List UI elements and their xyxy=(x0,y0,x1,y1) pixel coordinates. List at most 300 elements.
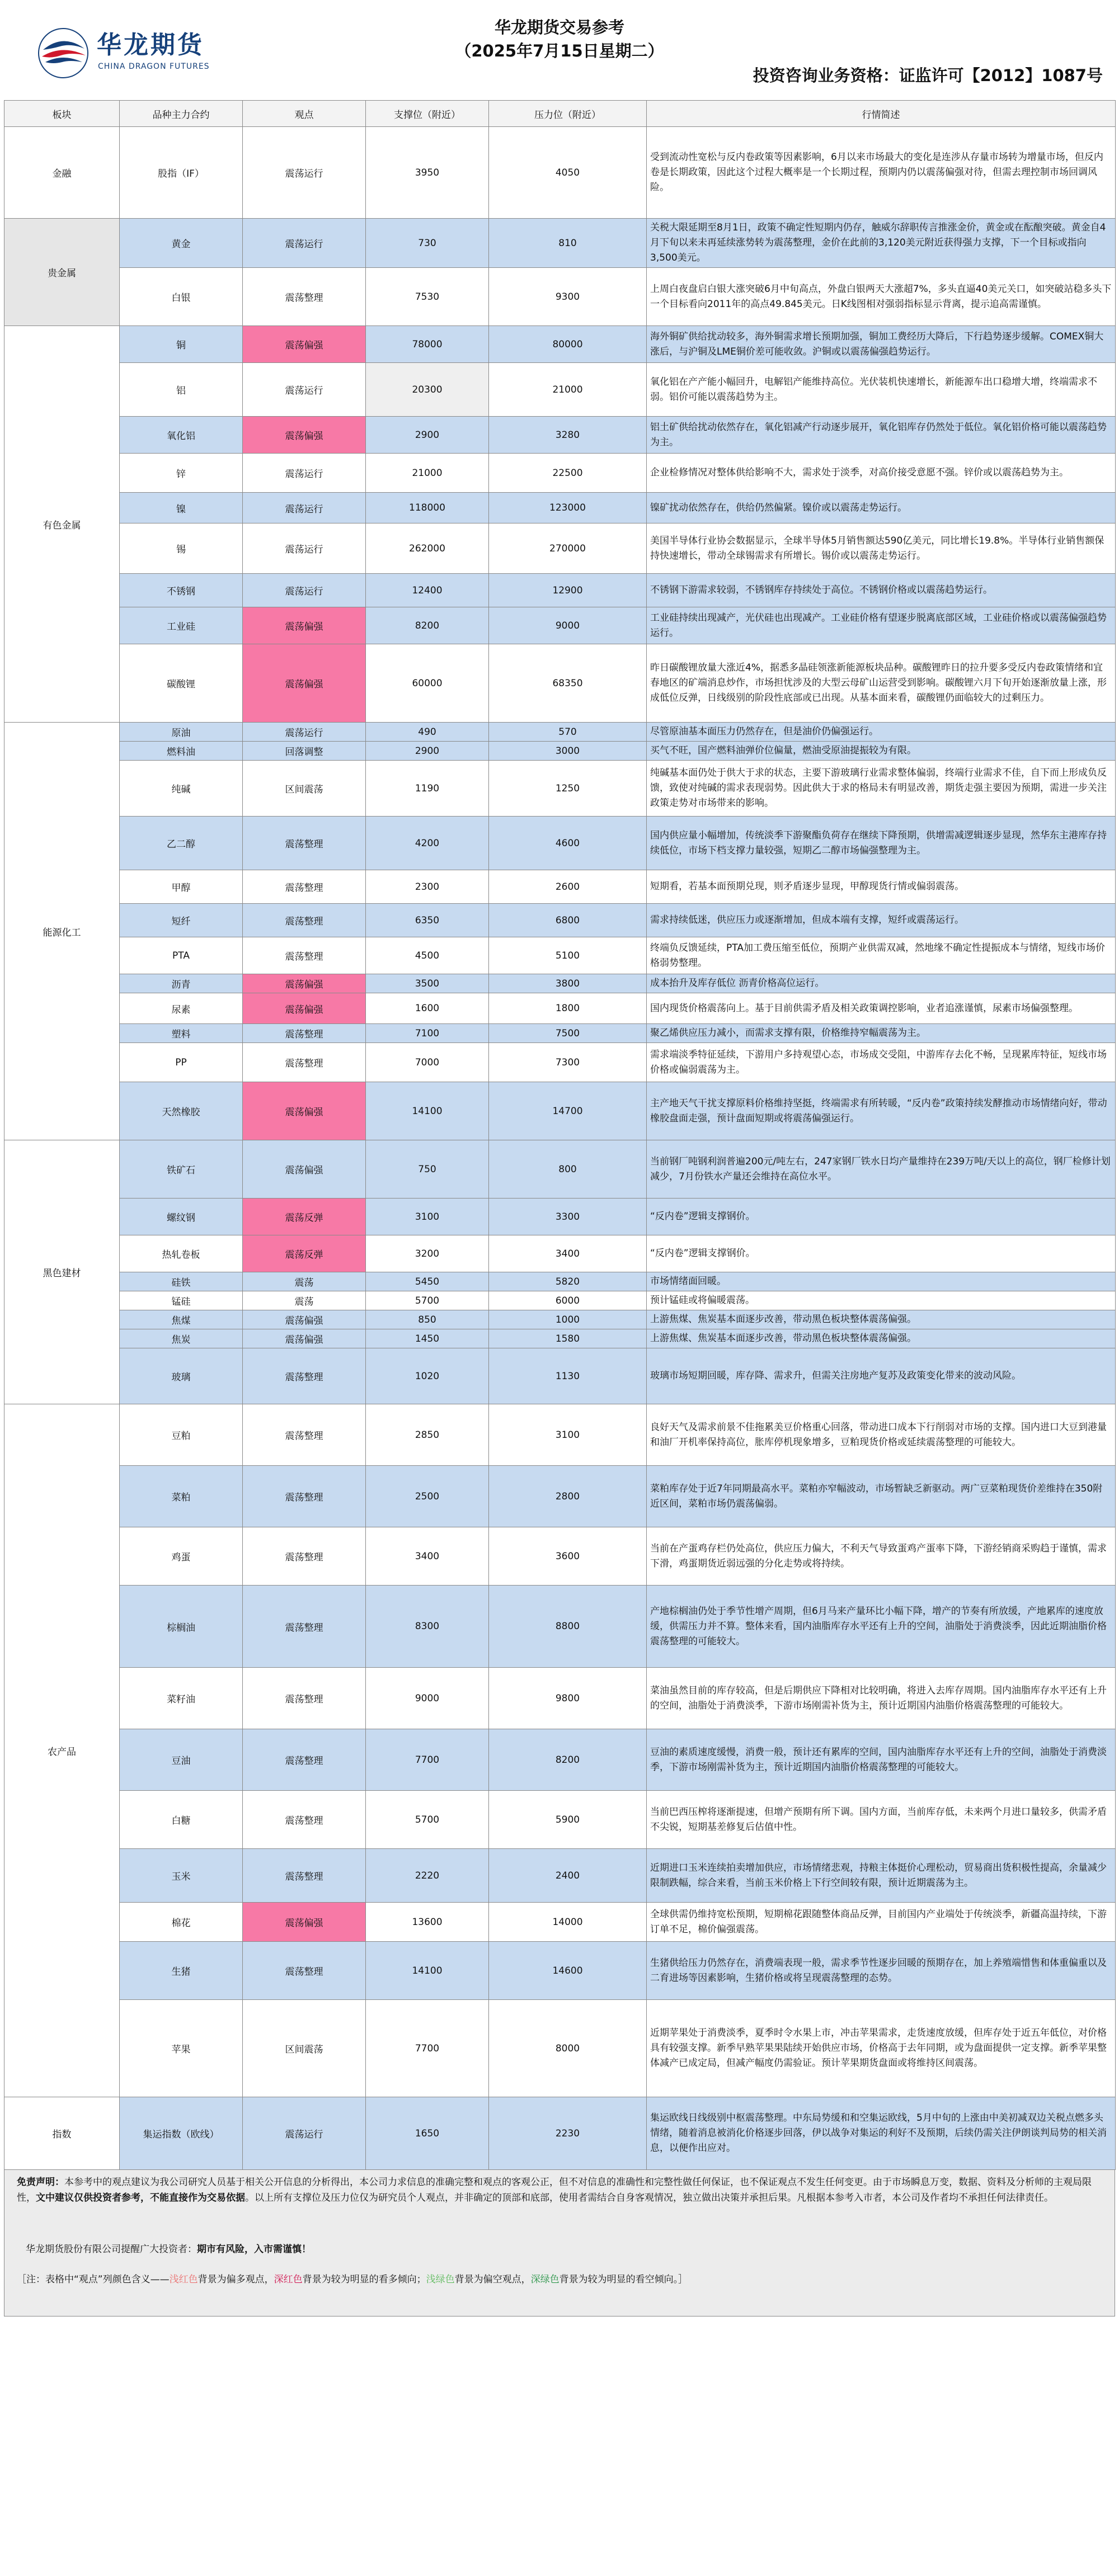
support-cell: 5450 xyxy=(366,1272,489,1291)
disclaimer-bold: 文中建议仅供投资者参考，不能直接作为交易依据 xyxy=(36,2192,245,2204)
variety-cell: 尿素 xyxy=(120,993,243,1024)
comment-cell: 氧化铝在产产能小幅回升，电解铝产能维持高位。光伏装机快速增长，新能源车出口稳增大增，终端需求不弱。铝价可能以震荡趋势为主。 xyxy=(647,363,1116,417)
resistance-cell: 14700 xyxy=(489,1082,647,1140)
table-row xyxy=(4,1199,1116,1235)
view-cell: 震荡偏强 xyxy=(243,607,366,644)
risk-warning xyxy=(26,2242,311,2257)
sector-cell: 有色金属 xyxy=(4,326,120,723)
table-row xyxy=(4,817,1116,870)
table-row xyxy=(4,1235,1116,1272)
comment-cell: 聚乙烯供应压力减小，而需求支撑有限，价格维持窄幅震荡为主。 xyxy=(647,1024,1116,1043)
view-cell: 区间震荡 xyxy=(243,761,366,817)
comment-cell: 预计锰硅或将偏暖震荡。 xyxy=(647,1291,1116,1310)
view-cell: 区间震荡 xyxy=(243,2000,366,2097)
view-cell: 震荡整理 xyxy=(243,1942,366,2000)
comment-cell: 菜粕库存处于近7年同期最高水平。菜粕亦窄幅波动，市场暂缺乏新驱动。两广豆菜粕现货价差维持在350附近区间，菜粕市场仍震荡偏弱。 xyxy=(647,1466,1116,1527)
disclaimer-text-2: 。以上所有支撑位及压力位仅为研究员个人观点，并非确定的顶部和底部，使用者需结合自身客观情况，独立做出决策并承担后果。凡根据本参考入市者，本公司及作者均不承担任何法律责任。 xyxy=(245,2192,1054,2204)
support-cell: 750 xyxy=(366,1140,489,1199)
support-cell: 490 xyxy=(366,723,489,742)
resistance-cell: 2400 xyxy=(489,1849,647,1903)
view-cell: 震荡整理 xyxy=(243,1849,366,1903)
variety-cell: 白糖 xyxy=(120,1791,243,1849)
note-dark-red-text: 背景为较为明显的看多倾向； xyxy=(302,2274,426,2285)
comment-cell: 尽管原油基本面压力仍然存在，但是油价仍偏强运行。 xyxy=(647,723,1116,742)
resistance-cell: 3280 xyxy=(489,417,647,454)
variety-cell: 螺纹钢 xyxy=(120,1199,243,1235)
variety-cell: 焦煤 xyxy=(120,1310,243,1329)
resistance-cell: 3000 xyxy=(489,742,647,761)
resistance-cell: 1130 xyxy=(489,1348,647,1404)
col-header-variety: 品种主力合约 xyxy=(120,101,243,127)
report-header xyxy=(4,4,1115,100)
table-row xyxy=(4,761,1116,817)
table-row xyxy=(4,1849,1116,1903)
color-legend-note xyxy=(17,2272,688,2287)
support-cell: 60000 xyxy=(366,644,489,723)
view-cell: 震荡运行 xyxy=(243,454,366,493)
comment-cell: 工业硅持续出现减产，光伏硅也出现减产。工业硅价格有望逐步脱离底部区域，工业硅价格或以震荡偏强趋势运行。 xyxy=(647,607,1116,644)
sector-cell: 指数 xyxy=(4,2097,120,2170)
report-date: （2025年7月15日星期二） xyxy=(455,41,664,60)
sector-cell: 黑色建材 xyxy=(4,1140,120,1404)
comment-cell: 当前在产蛋鸡存栏仍处高位，供应压力偏大，不利天气导致蛋鸡产蛋率下降，下游经销商采购趋于谨慎，需求下滑，鸡蛋期货近弱远强的分化走势或将持续。 xyxy=(647,1527,1116,1586)
support-cell: 2500 xyxy=(366,1466,489,1527)
view-cell: 震荡整理 xyxy=(243,937,366,974)
comment-cell: 当前巴西压榨将逐渐提速，但增产预期有所下调。国内方面，当前库存低，未来两个月进口量较多，供需矛盾不尖锐，短期基差修复后估值中性。 xyxy=(647,1791,1116,1849)
view-cell: 震荡偏强 xyxy=(243,993,366,1024)
resistance-cell: 3100 xyxy=(489,1404,647,1466)
table-row xyxy=(4,326,1116,363)
view-cell: 震荡运行 xyxy=(243,523,366,574)
support-cell: 7700 xyxy=(366,1729,489,1791)
comment-cell: 终端负反馈延续，PTA加工费压缩至低位，预期产业供需双减，然地缘不确定性提振成本与情绪，短线市场价格弱势整理。 xyxy=(647,937,1116,974)
comment-cell: 集运欧线日线级别中枢震荡整理。中东局势缓和和空集运欧线，5月中旬的上涨由中美初减双边关税点燃多头情绪，随着消息被消化价格逐步回落，伊以战争对集运的利好不及预期，后续仍需关注伊朗谈判局势的相关消息，以便作出应对。 xyxy=(647,2097,1116,2170)
note-dark-green: 深绿色 xyxy=(530,2274,560,2285)
view-cell: 震荡整理 xyxy=(243,1404,366,1466)
resistance-cell: 3800 xyxy=(489,974,647,993)
note-dark-red: 深红色 xyxy=(274,2274,303,2285)
support-cell: 262000 xyxy=(366,523,489,574)
view-cell: 震荡偏强 xyxy=(243,417,366,454)
view-cell: 震荡 xyxy=(243,1291,366,1310)
resistance-cell: 14000 xyxy=(489,1903,647,1942)
resistance-cell: 7300 xyxy=(489,1043,647,1082)
comment-cell: 不锈钢下游需求较弱，不锈钢库存持续处于高位。不锈钢价格或以震荡趋势运行。 xyxy=(647,574,1116,607)
table-row xyxy=(4,870,1116,904)
table-row xyxy=(4,904,1116,937)
support-cell: 1600 xyxy=(366,993,489,1024)
sector-cell: 能源化工 xyxy=(4,723,120,1140)
comment-cell: 国内供应量小幅增加，传统淡季下游聚酯负荷存在继续下降预期，供增需减逻辑逐步显现，然华东主港库存持续低位，市场下档支撑力量较强，短期乙二醇市场偏强整理为主。 xyxy=(647,817,1116,870)
support-cell: 7100 xyxy=(366,1024,489,1043)
support-cell: 14100 xyxy=(366,1942,489,2000)
comment-cell: “反内卷”逻辑支撑钢价。 xyxy=(647,1199,1116,1235)
resistance-cell: 800 xyxy=(489,1140,647,1199)
variety-cell: 鸡蛋 xyxy=(120,1527,243,1586)
variety-cell: 集运指数（欧线） xyxy=(120,2097,243,2170)
view-cell: 震荡运行 xyxy=(243,2097,366,2170)
variety-cell: 铁矿石 xyxy=(120,1140,243,1199)
support-cell: 2220 xyxy=(366,1849,489,1903)
note-light-red-text: 背景为偏多观点， xyxy=(198,2274,274,2285)
table-body xyxy=(4,127,1116,2170)
variety-cell: 燃料油 xyxy=(120,742,243,761)
comment-cell: 产地棕榈油仍处于季节性增产周期，但6月马来产量环比小幅下降，增产的节奏有所放缓，产地累库的速度放缓，供需压力并不算。整体来看，国内油脂库存水平还有上升的空间，油脂处于消费淡季，因此近期油脂价格震荡整理的可能较大。 xyxy=(647,1586,1116,1668)
support-cell: 4500 xyxy=(366,937,489,974)
comment-cell: 国内现货价格震荡向上。基于目前供需矛盾及相关政策调控影响，业者追涨谨慎，尿素市场偏强整理。 xyxy=(647,993,1116,1024)
disclaimer xyxy=(17,2174,1102,2206)
resistance-cell: 12900 xyxy=(489,574,647,607)
license-number: 投资咨询业务资格：证监许可【2012】1087号 xyxy=(753,66,1103,85)
resistance-cell: 5820 xyxy=(489,1272,647,1291)
support-cell: 78000 xyxy=(366,326,489,363)
comment-cell: 良好天气及需求前景不佳拖累美豆价格重心回落，带动进口成本下行削弱对市场的支撑。国内进口大豆到港量和油厂开机率保持高位，胀库停机现象增多，豆粕现货价格或延续震荡整理的可能较大。 xyxy=(647,1404,1116,1466)
view-cell: 震荡运行 xyxy=(243,493,366,523)
resistance-cell: 7500 xyxy=(489,1024,647,1043)
resistance-cell: 3600 xyxy=(489,1527,647,1586)
view-cell: 震荡整理 xyxy=(243,1586,366,1668)
logo-english-name: CHINA DRAGON FUTURES xyxy=(98,62,210,71)
support-cell: 7530 xyxy=(366,268,489,326)
note-dark-green-text: 背景为较为明显的看空倾向。］ xyxy=(559,2274,688,2285)
table-row xyxy=(4,454,1116,493)
view-cell: 震荡运行 xyxy=(243,723,366,742)
table-row xyxy=(4,219,1116,268)
resistance-cell: 5900 xyxy=(489,1791,647,1849)
comment-cell: 关税大限延期至8月1日，政策不确定性短期内仍存，触威尔辞职传言推涨金价，黄金或在酝酿突破。黄金自4月下旬以来未再延续涨势转为震荡整理，金价在此前的3,120美元附近获得强力支撑，下一个目标或指向3,500美元。 xyxy=(647,219,1116,268)
support-cell: 4200 xyxy=(366,817,489,870)
comment-cell: 买气不旺，国产燃料油弹价位偏量，燃油受原油提振较为有限。 xyxy=(647,742,1116,761)
view-cell: 震荡整理 xyxy=(243,1791,366,1849)
view-cell: 震荡整理 xyxy=(243,904,366,937)
comment-cell: 近期苹果处于消费淡季，夏季时令水果上市，冲击苹果需求，走货速度放缓，但库存处于近五年低位，对价格具有较强支撑。新季早熟苹果果陆续开始供应市场，价格高于去年同期，或为盘面提供一定支撑。新季苹果整体减产已成定局，但减产幅度仍需验证。预计苹果期货盘面或将维持区间震荡。 xyxy=(647,2000,1116,2097)
reference-table xyxy=(4,100,1116,2170)
table-row xyxy=(4,1466,1116,1527)
col-header-resistance: 压力位（附近） xyxy=(489,101,647,127)
support-cell: 13600 xyxy=(366,1903,489,1942)
resistance-cell: 2800 xyxy=(489,1466,647,1527)
col-header-support: 支撑位（附近） xyxy=(366,101,489,127)
table-row xyxy=(4,1586,1116,1668)
comment-cell: 当前钢厂吨钢利润普遍200元/吨左右，247家钢厂铁水日均产量维持在239万吨/天以上的高位，钢厂检修计划减少，7月份铁水产量还会维持在高位水平。 xyxy=(647,1140,1116,1199)
comment-cell: 玻璃市场短期回暖，库存降、需求升，但需关注房地产复苏及政策变化带来的波动风险。 xyxy=(647,1348,1116,1404)
table-row xyxy=(4,1291,1116,1310)
view-cell: 震荡整理 xyxy=(243,1668,366,1729)
support-cell: 118000 xyxy=(366,493,489,523)
view-cell: 震荡偏强 xyxy=(243,1310,366,1329)
view-cell: 震荡运行 xyxy=(243,363,366,417)
comment-cell: 全球供需仍维持宽松预期，短期棉花跟随整体商品反弹，目前国内产业端处于传统淡季，新疆高温持续，下游订单不足，棉价偏强震荡。 xyxy=(647,1903,1116,1942)
view-cell: 震荡偏强 xyxy=(243,644,366,723)
support-cell: 5700 xyxy=(366,1791,489,1849)
view-cell: 震荡运行 xyxy=(243,127,366,219)
resistance-cell: 8200 xyxy=(489,1729,647,1791)
view-cell: 震荡 xyxy=(243,1272,366,1291)
view-cell: 回落调整 xyxy=(243,742,366,761)
variety-cell: 碳酸锂 xyxy=(120,644,243,723)
risk-warning-bold: 期市有风险，入市需谨慎！ xyxy=(197,2244,311,2255)
table-row xyxy=(4,127,1116,219)
table-row xyxy=(4,1903,1116,1942)
comment-cell: 上游焦煤、焦炭基本面逐步改善，带动黑色板块整体震荡偏强。 xyxy=(647,1329,1116,1348)
variety-cell: 锌 xyxy=(120,454,243,493)
variety-cell: 工业硅 xyxy=(120,607,243,644)
support-cell: 12400 xyxy=(366,574,489,607)
table-row xyxy=(4,1272,1116,1291)
resistance-cell: 2600 xyxy=(489,870,647,904)
comment-cell: 上周白夜盘启白银大涨突破6月中旬高点，外盘白银两天大涨超7%，多头直逼40美元关口，如突破站稳多头下一个目标看向2011年的高点49.845美元。日K线图相对强弱指标显示背离，提示追高需谨慎。 xyxy=(647,268,1116,326)
resistance-cell: 80000 xyxy=(489,326,647,363)
support-cell: 1020 xyxy=(366,1348,489,1404)
variety-cell: 锰硅 xyxy=(120,1291,243,1310)
support-cell: 3500 xyxy=(366,974,489,993)
variety-cell: 菜籽油 xyxy=(120,1668,243,1729)
view-cell: 震荡偏强 xyxy=(243,326,366,363)
report-footer xyxy=(4,2170,1115,2316)
view-cell: 震荡偏强 xyxy=(243,1903,366,1942)
support-cell: 7000 xyxy=(366,1043,489,1082)
support-cell: 21000 xyxy=(366,454,489,493)
variety-cell: 苹果 xyxy=(120,2000,243,2097)
table-row xyxy=(4,2097,1116,2170)
table-row xyxy=(4,723,1116,742)
note-light-green-text: 背景为偏空观点， xyxy=(454,2274,531,2285)
resistance-cell: 8800 xyxy=(489,1586,647,1668)
table-row xyxy=(4,1791,1116,1849)
variety-cell: 焦炭 xyxy=(120,1329,243,1348)
support-cell: 2900 xyxy=(366,742,489,761)
table-row xyxy=(4,607,1116,644)
resistance-cell: 22500 xyxy=(489,454,647,493)
view-cell: 震荡运行 xyxy=(243,574,366,607)
view-cell: 震荡偏强 xyxy=(243,1140,366,1199)
table-row xyxy=(4,2000,1116,2097)
view-cell: 震荡整理 xyxy=(243,268,366,326)
variety-cell: 镍 xyxy=(120,493,243,523)
support-cell: 3100 xyxy=(366,1199,489,1235)
support-cell: 7700 xyxy=(366,2000,489,2097)
resistance-cell: 123000 xyxy=(489,493,647,523)
variety-cell: 锡 xyxy=(120,523,243,574)
resistance-cell: 68350 xyxy=(489,644,647,723)
resistance-cell: 2230 xyxy=(489,2097,647,2170)
variety-cell: PP xyxy=(120,1043,243,1082)
comment-cell: “反内卷”逻辑支撑钢价。 xyxy=(647,1235,1116,1272)
table-row xyxy=(4,1942,1116,2000)
table-row xyxy=(4,1043,1116,1082)
comment-cell: 美国半导体行业协会数据显示，全球半导体5月销售额达590亿美元，同比增长19.8%。半导体行业销售额保持快速增长，带动全球锡需求有所增长。锡价或以震荡走势运行。 xyxy=(647,523,1116,574)
table-row xyxy=(4,523,1116,574)
support-cell: 1190 xyxy=(366,761,489,817)
resistance-cell: 9800 xyxy=(489,1668,647,1729)
support-cell: 8300 xyxy=(366,1586,489,1668)
variety-cell: 棉花 xyxy=(120,1903,243,1942)
view-cell: 震荡反弹 xyxy=(243,1199,366,1235)
resistance-cell: 4050 xyxy=(489,127,647,219)
variety-cell: 氧化铝 xyxy=(120,417,243,454)
col-header-view: 观点 xyxy=(243,101,366,127)
resistance-cell: 5100 xyxy=(489,937,647,974)
table-row xyxy=(4,644,1116,723)
comment-cell: 铝土矿供给扰动依然存在，氧化铝减产行动逐步展开，氧化铝库存仍然处于低位。氧化铝价格可能以震荡趋势为主。 xyxy=(647,417,1116,454)
resistance-cell: 270000 xyxy=(489,523,647,574)
comment-cell: 镍矿扰动依然存在，供给仍然偏紧。镍价或以震荡走势运行。 xyxy=(647,493,1116,523)
view-cell: 震荡偏强 xyxy=(243,1082,366,1140)
sector-cell: 金融 xyxy=(4,127,120,219)
comment-cell: 市场情绪面回暖。 xyxy=(647,1272,1116,1291)
variety-cell: 原油 xyxy=(120,723,243,742)
view-cell: 震荡运行 xyxy=(243,219,366,268)
comment-cell: 短期看，若基本面预期兑现，则矛盾逐步显现，甲醇现货行情或偏弱震荡。 xyxy=(647,870,1116,904)
table-row xyxy=(4,1668,1116,1729)
variety-cell: 铝 xyxy=(120,363,243,417)
table-row xyxy=(4,268,1116,326)
resistance-cell: 4600 xyxy=(489,817,647,870)
view-cell: 震荡整理 xyxy=(243,1729,366,1791)
risk-warning-prefix: 华龙期货股份有限公司提醒广大投资者： xyxy=(26,2244,197,2255)
table-row xyxy=(4,363,1116,417)
comment-cell: 纯碱基本面仍处于供大于求的状态，主要下游玻璃行业需求整体偏弱，终端行业需求不佳，自下而上形成负反馈，致使对纯碱的需求表现弱势。因此供大于求的格局未有明显改善，期货走强主要因为预期，需进一步关注政策走势对市场带来的影响。 xyxy=(647,761,1116,817)
table-row xyxy=(4,1140,1116,1199)
resistance-cell: 3400 xyxy=(489,1235,647,1272)
variety-cell: 硅铁 xyxy=(120,1272,243,1291)
table-row xyxy=(4,1329,1116,1348)
support-cell: 3400 xyxy=(366,1527,489,1586)
variety-cell: 天然橡胶 xyxy=(120,1082,243,1140)
col-header-comment: 行情简述 xyxy=(647,101,1116,127)
support-cell: 2300 xyxy=(366,870,489,904)
resistance-cell: 8000 xyxy=(489,2000,647,2097)
variety-cell: 甲醇 xyxy=(120,870,243,904)
view-cell: 震荡反弹 xyxy=(243,1235,366,1272)
view-cell: 震荡整理 xyxy=(243,1348,366,1404)
view-cell: 震荡整理 xyxy=(243,817,366,870)
table-row xyxy=(4,417,1116,454)
resistance-cell: 570 xyxy=(489,723,647,742)
variety-cell: 不锈钢 xyxy=(120,574,243,607)
support-cell: 850 xyxy=(366,1310,489,1329)
support-cell: 6350 xyxy=(366,904,489,937)
table-row xyxy=(4,493,1116,523)
variety-cell: 豆粕 xyxy=(120,1404,243,1466)
comment-cell: 受到流动性宽松与反内卷政策等因素影响，6月以来市场最大的变化是连涉从存量市场转为增量市场，但反内卷是长期政策，因此这个过程大概率是一个长期过程，预期内仍以震荡偏强对待，但需去理控制市场回调风险。 xyxy=(647,127,1116,219)
table-row xyxy=(4,1527,1116,1586)
resistance-cell: 1800 xyxy=(489,993,647,1024)
variety-cell: 黄金 xyxy=(120,219,243,268)
support-cell: 5700 xyxy=(366,1291,489,1310)
resistance-cell: 1000 xyxy=(489,1310,647,1329)
support-cell: 2900 xyxy=(366,417,489,454)
comment-cell: 企业检修情况对整体供给影响不大，需求处于淡季，对高价接受意愿不强。锌价或以震荡趋势为主。 xyxy=(647,454,1116,493)
variety-cell: PTA xyxy=(120,937,243,974)
variety-cell: 白银 xyxy=(120,268,243,326)
resistance-cell: 810 xyxy=(489,219,647,268)
comment-cell: 海外铜矿供给扰动较多，海外铜需求增长预期加强，铜加工费经历大降后，下行趋势逐步缓解。COMEX铜大涨后，与沪铜及LME铜价差可能收敛。沪铜或以震荡偏强趋势运行。 xyxy=(647,326,1116,363)
variety-cell: 股指（IF） xyxy=(120,127,243,219)
report-title: 华龙期货交易参考 xyxy=(494,18,624,37)
note-prefix: ［注：表格中“观点”列颜色含义—— xyxy=(17,2274,170,2285)
resistance-cell: 6800 xyxy=(489,904,647,937)
table-row xyxy=(4,1348,1116,1404)
resistance-cell: 3300 xyxy=(489,1199,647,1235)
comment-cell: 主产地天气干扰支撑原料价格维持坚挺，终端需求有所转暖，“反内卷”政策持续发酵推动市场情绪向好，带动橡胶盘面走强，预计盘面短期或将震荡偏强运行。 xyxy=(647,1082,1116,1140)
sector-cell: 贵金属 xyxy=(4,219,120,326)
resistance-cell: 14600 xyxy=(489,1942,647,2000)
support-cell: 1650 xyxy=(366,2097,489,2170)
table-row xyxy=(4,1729,1116,1791)
table-row xyxy=(4,742,1116,761)
resistance-cell: 6000 xyxy=(489,1291,647,1310)
note-light-green: 浅绿色 xyxy=(426,2274,455,2285)
view-cell: 震荡整理 xyxy=(243,870,366,904)
view-cell: 震荡偏强 xyxy=(243,974,366,993)
resistance-cell: 9000 xyxy=(489,607,647,644)
variety-cell: 生猪 xyxy=(120,1942,243,2000)
variety-cell: 塑料 xyxy=(120,1024,243,1043)
support-cell: 14100 xyxy=(366,1082,489,1140)
sector-cell: 农产品 xyxy=(4,1404,120,2097)
table-row xyxy=(4,993,1116,1024)
table-row xyxy=(4,974,1116,993)
table-row xyxy=(4,1024,1116,1043)
variety-cell: 纯碱 xyxy=(120,761,243,817)
comment-cell: 菜油虽然目前的库存较高，但是后期供应下降相对比较明确，将进入去库存周期。国内油脂库存水平还有上升的空间，油脂处于消费淡季，下游市场刚需补货为主，预计近期国内油脂价格震荡整理的可能较大。 xyxy=(647,1668,1116,1729)
variety-cell: 铜 xyxy=(120,326,243,363)
resistance-cell: 9300 xyxy=(489,268,647,326)
comment-cell: 昨日碳酸锂放量大涨近4%，据悉多晶硅领涨新能源板块品种。碳酸锂昨日的拉升要多受反内卷政策情绪和宜春地区的矿端消息炒作，市场担忧涉及的大型云母矿山运营受到影响。碳酸锂六月下旬开始逐渐放量上涨，形成低位反弹，日线级别的阶段性底部或已出现。从基本面来看，碳酸锂仍面临较大的过剩压力。 xyxy=(647,644,1116,723)
comment-cell: 近期进口玉米连续拍卖增加供应，市场情绪悲观，持粮主体挺价心理松动，贸易商出货积极性提高，余量减少限制跌幅，综合来看，当前玉米价格上下行空间较有限，预计近期震荡为主。 xyxy=(647,1849,1116,1903)
support-cell: 2850 xyxy=(366,1404,489,1466)
support-cell: 20300 xyxy=(366,363,489,417)
variety-cell: 沥青 xyxy=(120,974,243,993)
disclaimer-text: 本参考中的观点建议为我公司研究人员基于相关公开信息的分析得出，本公司力求信息的准确完整和观点的客观公正，但不对信息的准确性和完整性做任何保证，也不保证观点不发生任何变更。由于市场瞬息万变，数据、资料及分析师的主观局限性， xyxy=(17,2177,1092,2204)
variety-cell: 豆油 xyxy=(120,1729,243,1791)
table-row xyxy=(4,1310,1116,1329)
variety-cell: 短纤 xyxy=(120,904,243,937)
resistance-cell: 1580 xyxy=(489,1329,647,1348)
support-cell: 1450 xyxy=(366,1329,489,1348)
variety-cell: 玉米 xyxy=(120,1849,243,1903)
comment-cell: 需求端淡季特征延续，下游用户多持观望心态，市场成交受阻，中游库存去化不畅，呈现累库特征，短线市场价格或偏弱震荡为主。 xyxy=(647,1043,1116,1082)
table-row xyxy=(4,1082,1116,1140)
support-cell: 3200 xyxy=(366,1235,489,1272)
table-row xyxy=(4,937,1116,974)
comment-cell: 需求持续低迷，供应压力或逐渐增加，但成本端有支撑，短纤或震荡运行。 xyxy=(647,904,1116,937)
report-page xyxy=(4,4,1115,2568)
comment-cell: 豆油的素质速度缓慢，消费一般，预计还有累库的空间，国内油脂库存水平还有上升的空间，油脂处于消费淡季，下游市场刚需补货为主，预计近期国内油脂价格震荡整理的可能较大。 xyxy=(647,1729,1116,1791)
variety-cell: 玻璃 xyxy=(120,1348,243,1404)
logo-chinese-name: 华龙期货 xyxy=(97,31,204,59)
support-cell: 8200 xyxy=(366,607,489,644)
variety-cell: 菜粕 xyxy=(120,1466,243,1527)
resistance-cell: 21000 xyxy=(489,363,647,417)
view-cell: 震荡整理 xyxy=(243,1466,366,1527)
comment-cell: 上游焦煤、焦炭基本面逐步改善，带动黑色板块整体震荡偏强。 xyxy=(647,1310,1116,1329)
view-cell: 震荡偏强 xyxy=(243,1329,366,1348)
support-cell: 3950 xyxy=(366,127,489,219)
resistance-cell: 1250 xyxy=(489,761,647,817)
view-cell: 震荡整理 xyxy=(243,1527,366,1586)
view-cell: 震荡整理 xyxy=(243,1043,366,1082)
comment-cell: 生猪供给压力仍然存在，消费端表现一般，需求季节性逐步回暖的预期存在，加上养殖端惜售和体重偏重以及二育进场等因素影响，生猪价格或将呈现震荡整理的态势。 xyxy=(647,1942,1116,2000)
table-header-row xyxy=(4,101,1116,127)
variety-cell: 热轧卷板 xyxy=(120,1235,243,1272)
support-cell: 730 xyxy=(366,219,489,268)
view-cell: 震荡整理 xyxy=(243,1024,366,1043)
note-light-red: 浅红色 xyxy=(169,2274,198,2285)
comment-cell: 成本抬升及库存低位 沥青价格高位运行。 xyxy=(647,974,1116,993)
variety-cell: 乙二醇 xyxy=(120,817,243,870)
